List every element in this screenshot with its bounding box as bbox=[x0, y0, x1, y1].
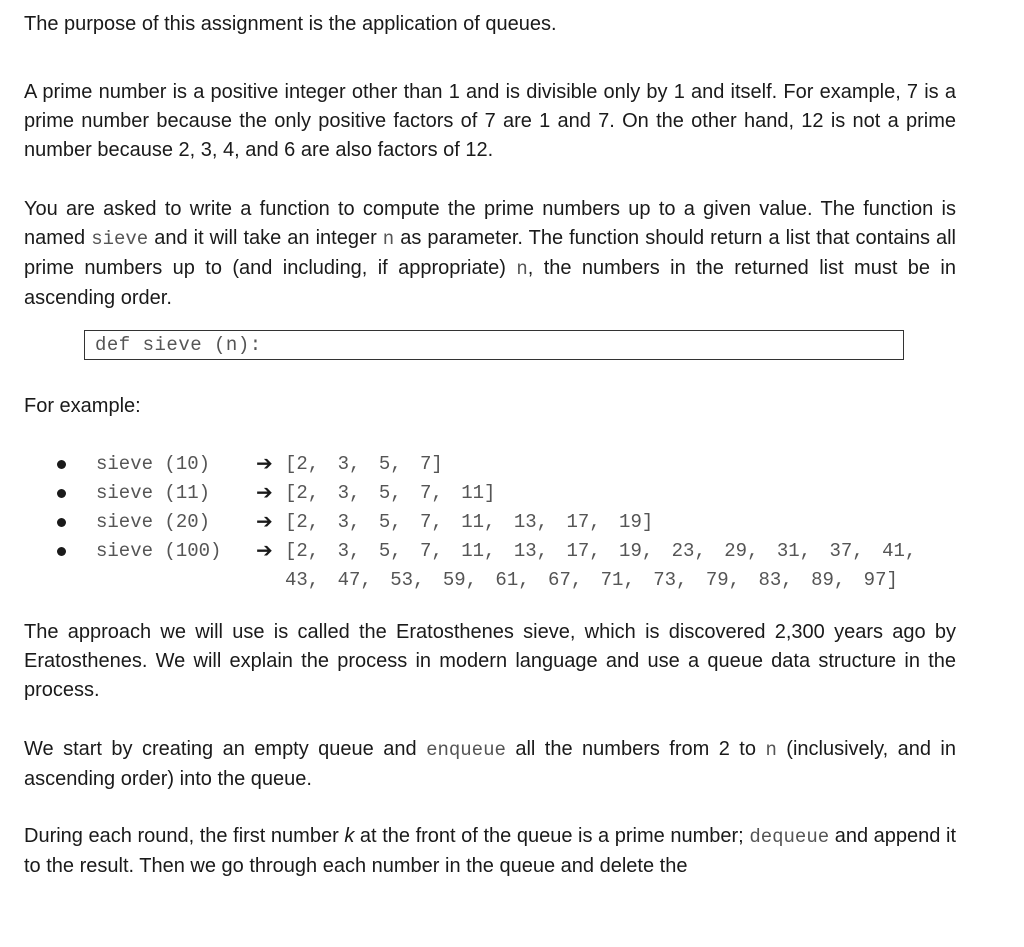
for-example-label: For example: bbox=[24, 395, 141, 417]
task-paragraph bbox=[24, 195, 956, 313]
example-call: sieve (20) bbox=[96, 511, 211, 533]
arrow-icon: ➔ bbox=[256, 540, 273, 562]
n-code-2: n bbox=[516, 258, 528, 280]
example-call: sieve (10) bbox=[96, 453, 211, 475]
round-text-c: and append it to the result. Then we go through each number in the queue and delete the bbox=[24, 825, 956, 877]
task-text-b: and it will take an integer bbox=[148, 227, 383, 249]
example-call: sieve (11) bbox=[96, 482, 211, 504]
example-item bbox=[24, 479, 964, 508]
enqueue-code: enqueue bbox=[426, 739, 506, 761]
function-signature: def sieve (n): bbox=[95, 334, 262, 356]
round-text-b: at the front of the queue is a prime number; bbox=[354, 825, 750, 847]
bullet-icon bbox=[57, 518, 66, 527]
sieve-code: sieve bbox=[91, 228, 149, 250]
bullet-icon bbox=[57, 489, 66, 498]
example-item bbox=[24, 537, 964, 595]
start-text-a: We start by creating an empty queue and bbox=[24, 738, 427, 760]
task-text-a: You are asked to write a function to compute the prime numbers up to a given value. The function is named bbox=[24, 198, 956, 249]
n-code: n bbox=[382, 228, 395, 250]
example-result: [2, 3, 5, 7] bbox=[285, 453, 443, 475]
n-code-3: n bbox=[765, 739, 777, 761]
arrow-icon: ➔ bbox=[256, 482, 273, 504]
prime-definition-paragraph: A prime number is a positive integer other than 1 and is divisible only by 1 and itself. For example, 7 is a prime number because the only positive factors of 7 are 1 and 7. On the other hand, 12 is not a prime number because 2, 3, 4, and 6 are also factors of 12. bbox=[24, 81, 956, 161]
bullet-icon bbox=[57, 460, 66, 469]
dequeue-code: dequeue bbox=[749, 826, 830, 848]
start-paragraph bbox=[24, 735, 956, 794]
start-text-c: (inclusively, and in ascending order) into the queue. bbox=[24, 738, 956, 790]
example-call: sieve (100) bbox=[96, 540, 222, 562]
intro-paragraph: The purpose of this assignment is the application of queues. bbox=[24, 13, 557, 35]
bullet-icon bbox=[57, 547, 66, 556]
approach-paragraph: The approach we will use is called the Eratosthenes sieve, which is discovered 2,300 years ago by Eratosthenes. We will explain the process in modern language and use a queue data structure in the process. bbox=[24, 621, 956, 701]
task-text-d: , the numbers in the returned list must be in ascending order. bbox=[24, 257, 956, 309]
round-paragraph bbox=[24, 822, 956, 881]
task-text-c: as parameter. The function should return a list that contains all prime numbers up to (and including, if appropriate) bbox=[24, 227, 956, 279]
example-result: [2, 3, 5, 7, 11, 13, 17, 19] bbox=[285, 511, 654, 533]
example-item bbox=[24, 508, 964, 537]
examples-list bbox=[24, 450, 964, 595]
function-signature-box bbox=[84, 330, 904, 360]
example-item bbox=[24, 450, 964, 479]
k-variable: k bbox=[344, 825, 355, 847]
start-text-b: all the numbers from 2 to bbox=[505, 738, 766, 760]
arrow-icon: ➔ bbox=[256, 453, 273, 475]
example-result: [2, 3, 5, 7, 11, 13, 17, 19, 23, 29, 31, 37, 41, 43, 47, 53, 59, 61, 67, 71, 73, 79, 83, 89, 97] bbox=[285, 540, 935, 591]
round-text-a: During each round, the first number bbox=[24, 825, 345, 847]
example-result: [2, 3, 5, 7, 11] bbox=[285, 482, 496, 504]
arrow-icon: ➔ bbox=[256, 511, 273, 533]
